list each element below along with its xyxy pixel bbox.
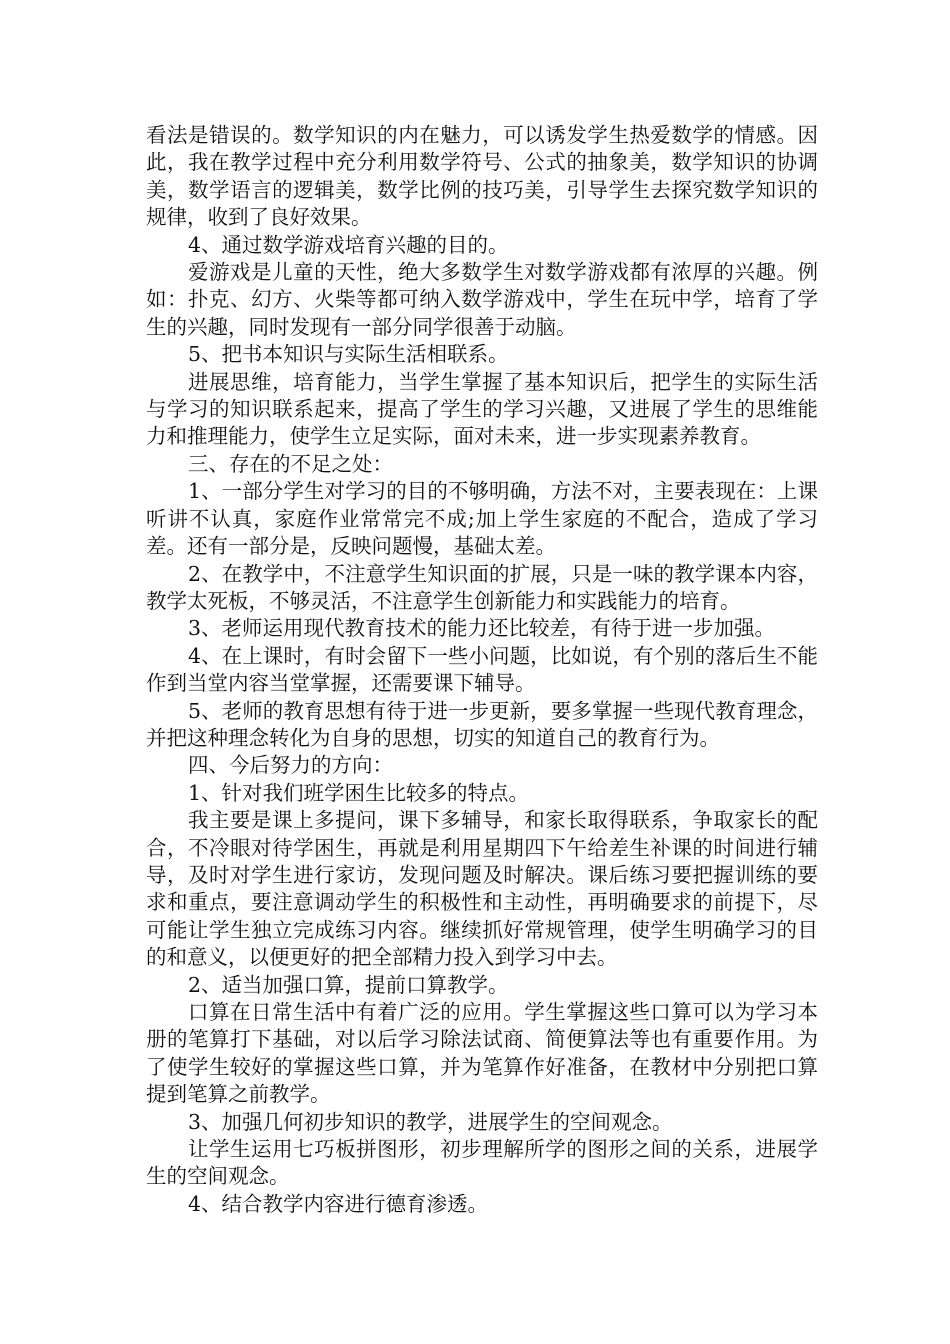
shortcoming-4: 4、在上课时，有时会留下一些小问题，比如说，有个别的落后生不能作到当堂内容当堂掌握，还需要课下辅导。 (146, 643, 818, 696)
shortcoming-1: 1、一部分学生对学习的目的不够明确，方法不对，主要表现在：上课听讲不认真，家庭作业常常完不成;加上学生家庭的不配合，造成了学习差。还有一部分是，反映问题慢，基础太差。 (146, 479, 818, 559)
direction-paragraph-3: 让学生运用七巧板拼图形，初步理解所学的图形之间的关系，进展学生的空间观念。 (146, 1137, 818, 1189)
shortcoming-3: 3、老师运用现代教育技术的能力还比较差，有待于进一步加强。 (188, 616, 776, 641)
document-page (146, 122, 818, 1218)
item-heading-4: 4、通过数学游戏培育兴趣的目的。 (188, 232, 509, 257)
paragraph-3: 进展思维，培育能力，当学生掌握了基本知识后，把学生的实际生活与学习的知识联系起来，提高了学生的学习兴趣，又进展了学生的思维能力和推理能力，使学生立足实际，面对未来，进一步实现素养教育。 (146, 369, 818, 449)
direction-paragraph-1: 我主要是课上多提问，课下多辅导，和家长取得联系，争取家长的配合，不冷眼对待学困生，再就是利用星期四下午给差生补课的时间进行辅导，及时对学生进行家访，发现问题及时解决。课后练习要把握训练的要求和重点，要注意调动学生的积极性和主动性，再明确要求的前提下，尽可能让学生独立完成练习内容。继续抓好常规管理，使学生明确学习的目的和意义，以便更好的把全部精力投入到学习中去。 (146, 808, 818, 970)
paragraph-1: 看法是错误的。数学知识的内在魅力，可以诱发学生热爱数学的情感。因此，我在教学过程中充分利用数学符号、公式的抽象美，数学知识的协调美，数学语言的逻辑美，数学比例的技巧美，引导学生去探究数学知识的规律，收到了良好效果。 (146, 123, 818, 230)
direction-heading-3: 3、加强几何初步知识的教学，进展学生的空间观念。 (188, 1109, 673, 1134)
direction-heading-2: 2、适当加强口算，提前口算教学。 (188, 972, 509, 997)
direction-paragraph-2: 口算在日常生活中有着广泛的应用。学生掌握这些口算可以为学习本册的笔算打下基础，对以后学习除法试商、简便算法等也有重要作用。为了使学生较好的掌握这些口算，并为笔算作好准备，在教材中分别把口算提到笔算之前教学。 (146, 1000, 818, 1107)
item-heading-5: 5、把书本知识与实际生活相联系。 (188, 342, 509, 367)
shortcoming-5: 5、老师的教育思想有待于进一步更新，要多掌握一些现代教育理念，并把这种理念转化为自身的思想，切实的知道自己的教育行为。 (146, 698, 818, 750)
section-heading-4: 四、今后努力的方向： (188, 753, 393, 778)
section-heading-3: 三、存在的不足之处： (188, 451, 393, 476)
direction-heading-4: 4、结合教学内容进行德育渗透。 (188, 1191, 489, 1216)
paragraph-2: 爱游戏是儿童的天性，绝大多数学生对数学游戏都有浓厚的兴趣。例如：扑克、幻方、火柴等都可纳入数学游戏中，学生在玩中学，培育了学生的兴趣，同时发现有一部分同学很善于动脑。 (146, 260, 818, 339)
shortcoming-2: 2、在教学中，不注意学生知识面的扩展，只是一味的教学课本内容，教学太死板，不够灵活，不注意学生创新能力和实践能力的培育。 (146, 561, 818, 613)
direction-heading-1: 1、针对我们班学困生比较多的特点。 (188, 780, 530, 805)
